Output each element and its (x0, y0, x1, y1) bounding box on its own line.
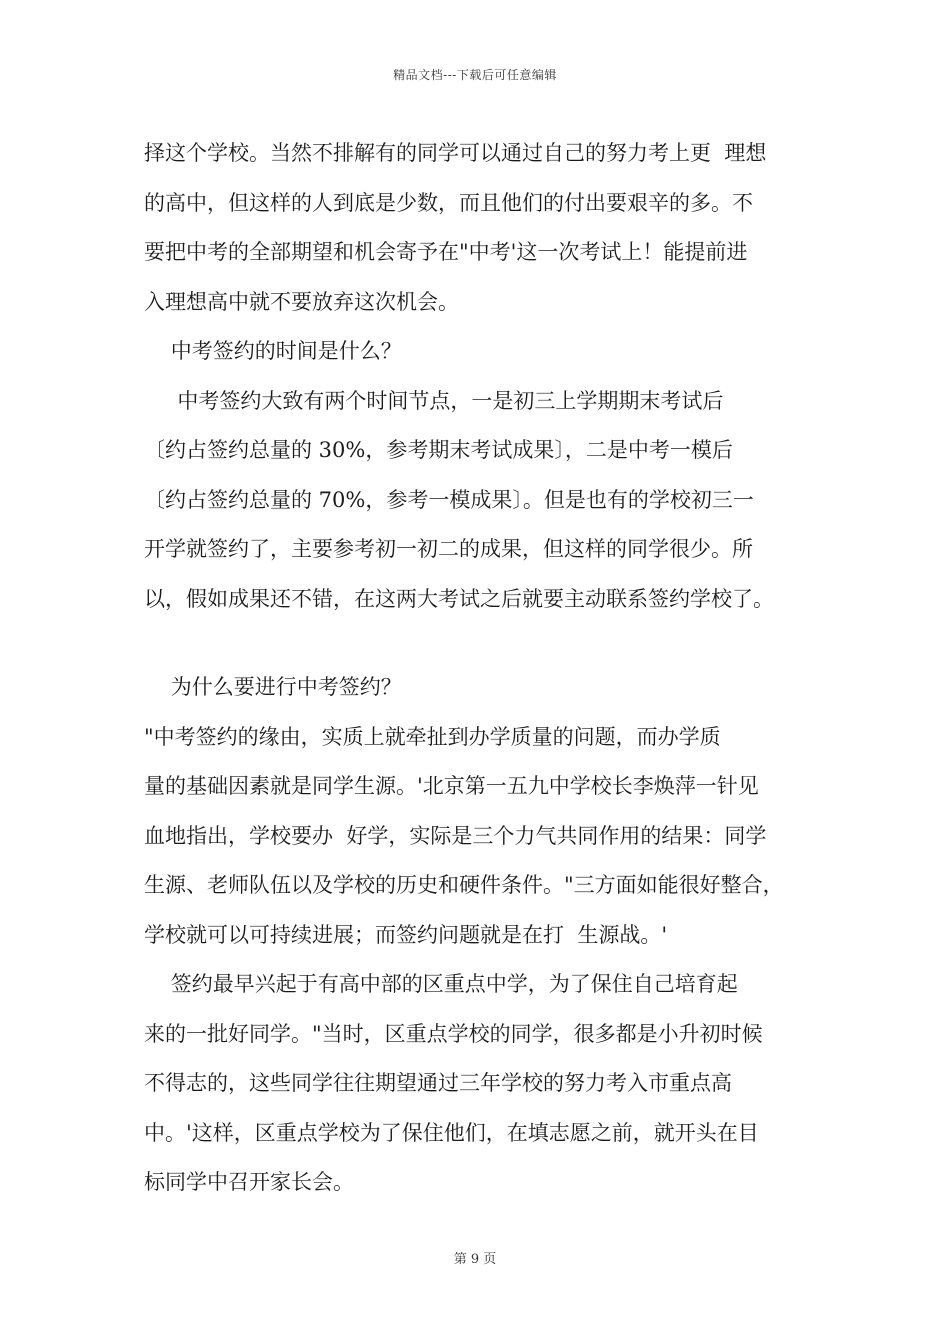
paragraph-timing (144, 377, 810, 625)
section-heading-timing (144, 327, 810, 377)
text-line: 来的一批好同学。"当时，区重点学校的同学，很多都是小升初时候 (144, 1021, 763, 1046)
text-line: 学校就可以可持续进展；而签约问题就是在打 生源战。' (144, 922, 668, 947)
paragraph-origin (144, 960, 810, 1208)
text-line: 入理想高中就不要放弃这次机会。 (144, 289, 459, 314)
section-heading: 中考签约的时间是什么？ (144, 339, 402, 363)
text-line: 以，假如成果还不错，在这两大考试之后就要主动联系签约学校了。 (144, 586, 774, 611)
text-line: 要把中考的全部期望和机会寄予在"中考'这一次考试上！能提前进 (144, 240, 748, 264)
text-line: 量的基础因素就是同学生源。'北京第一五九中学校长李焕萍一针见 (144, 774, 759, 798)
text-line: 血地指出，学校要办 好学，实际是三个力气共同作用的结果：同学 (144, 823, 767, 848)
section-heading: 为什么要进行中考签约？ (144, 675, 402, 699)
paragraph-gap (144, 624, 810, 663)
page-header: 精品文档---下载后可任意编辑 (393, 68, 557, 82)
section-heading-reason (144, 663, 810, 713)
text-line: 〔约占签约总量的 30%，参考期末考试成果〕，二是中考一模后 (144, 438, 733, 462)
text-line: 不得志的，这些同学往往期望通过三年学校的努力考入市重点高 (144, 1071, 732, 1095)
page-number: 第 9 页 (453, 1252, 497, 1267)
text-line: 的高中，但这样的人到底是少数，而且他们的付出要艰辛的多。不 (144, 190, 753, 215)
document-body (144, 129, 810, 1208)
text-line: 生源、老师队伍以及学校的历史和硬件条件。"三方面如能很好整合， (144, 873, 784, 897)
text-line: 〔约占签约总量的 70%，参考一模成果〕。但是也有的学校初三一 (144, 487, 754, 512)
paragraph-reason (144, 713, 810, 961)
text-line: 签约最早兴起于有高中部的区重点中学，为了保住自己培育起 (144, 972, 738, 996)
text-line: "中考签约的缘由，实质上就牵扯到办学质量的问题，而办学质 (144, 724, 721, 749)
paragraph-intro (144, 129, 810, 327)
text-line: 开学就签约了，主要参考初一初二的成果，但这样的同学很少。所 (144, 537, 753, 561)
text-line: 中。'这样，区重点学校为了保住他们，在填志愿之前，就开头在目 (144, 1120, 759, 1145)
text-line: 择这个学校。当然不排解有的同学可以通过自己的努力考上更 理想 (144, 141, 767, 165)
text-line: 标同学中召开家长会。 (144, 1170, 354, 1194)
text-line: 中考签约大致有两个时间节点，一是初三上学期期末考试后 (144, 388, 724, 413)
